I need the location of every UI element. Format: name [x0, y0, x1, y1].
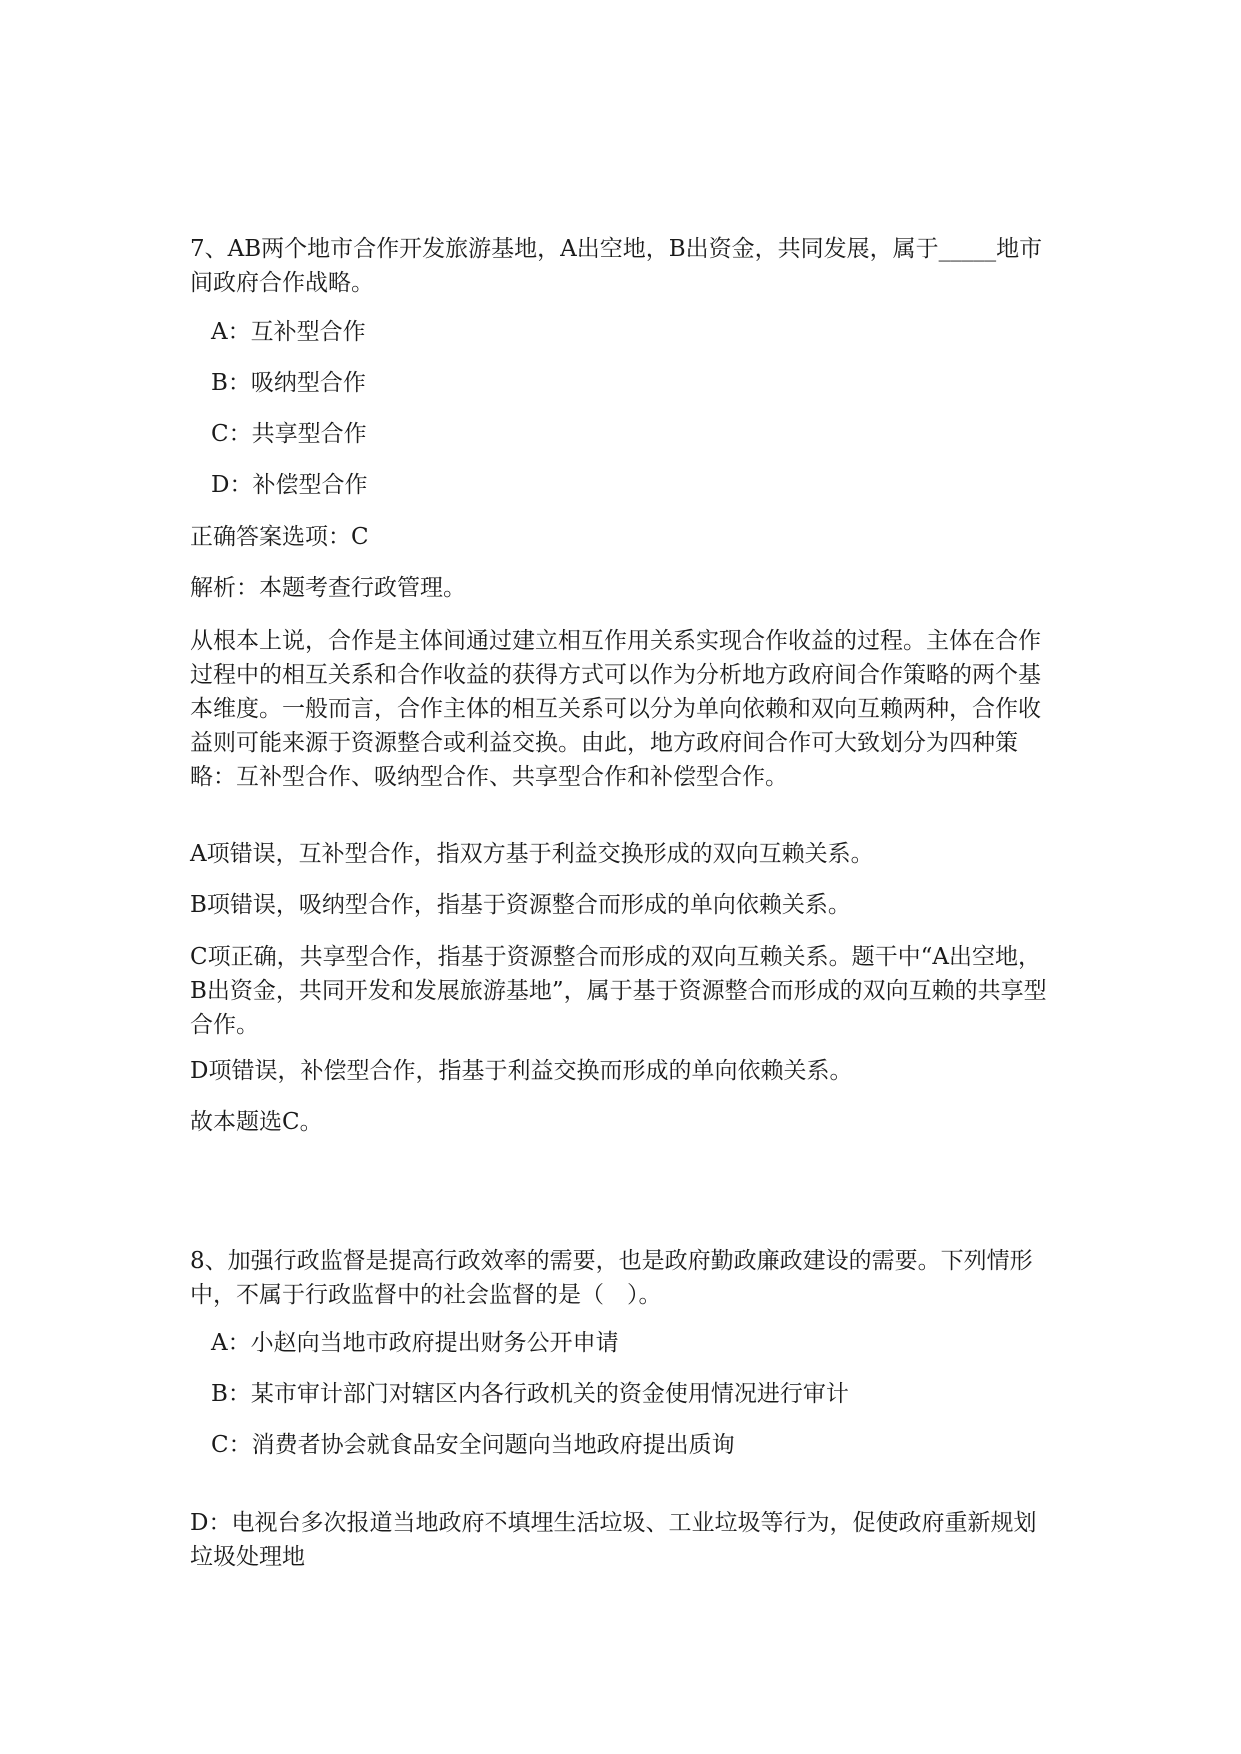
question-8-option-a: A：小赵向当地市政府提出财务公开申请	[211, 1330, 619, 1356]
question-8-option-b: B：某市审计部门对辖区内各行政机关的资金使用情况进行审计	[211, 1381, 849, 1407]
question-7-option-b: B：吸纳型合作	[211, 370, 366, 396]
question-7-analysis-intro: 解析：本题考查行政管理。	[190, 575, 466, 601]
question-8-option-c: C：消费者协会就食品安全问题向当地政府提出质询	[211, 1432, 735, 1458]
question-8-option-d: D：电视台多次报道当地政府不填埋生活垃圾、工业垃圾等行为，促使政府重新规划垃圾处理地	[190, 1510, 1037, 1570]
question-7-explain-b: B项错误，吸纳型合作，指基于资源整合而形成的单向依赖关系。	[190, 892, 851, 918]
question-7-explain-c: C项正确，共享型合作，指基于资源整合而形成的双向互赖关系。题干中“A出空地，B出资金，共同开发和发展旅游基地”，属于基于资源整合而形成的双向互赖的共享型合作。	[190, 944, 1047, 1038]
question-7-option-a: A：互补型合作	[211, 319, 366, 345]
question-7-conclusion: 故本题选C。	[190, 1109, 323, 1135]
question-7-option-d: D：补偿型合作	[211, 472, 368, 498]
question-7-option-c: C：共享型合作	[211, 421, 367, 447]
question-7-explain-a: A项错误，互补型合作，指双方基于利益交换形成的双向互赖关系。	[190, 841, 874, 867]
question-7-analysis-paragraph: 从根本上说，合作是主体间通过建立相互作用关系实现合作收益的过程。主体在合作过程中的相互关系和合作收益的获得方式可以作为分析地方政府间合作策略的两个基本维度。一般而言，合作主体的相互关系可以分为单向依赖和双向互赖两种，合作收益则可能来源于资源整合或利益交换。由此，地方政府间合作可大致划分为四种策略：互补型合作、吸纳型合作、共享型合作和补偿型合作。	[190, 628, 1041, 790]
question-7-stem: 7、AB两个地市合作开发旅游基地，A出空地，B出资金，共同发展，属于_____地市间政府合作战略。	[190, 236, 1043, 296]
question-8-stem: 8、加强行政监督是提高行政效率的需要，也是政府勤政廉政建设的需要。下列情形中，不属于行政监督中的社会监督的是（ ）。	[190, 1248, 1033, 1308]
question-7-answer: 正确答案选项：C	[190, 524, 369, 550]
question-7-explain-d: D项错误，补偿型合作，指基于利益交换而形成的单向依赖关系。	[190, 1058, 853, 1084]
